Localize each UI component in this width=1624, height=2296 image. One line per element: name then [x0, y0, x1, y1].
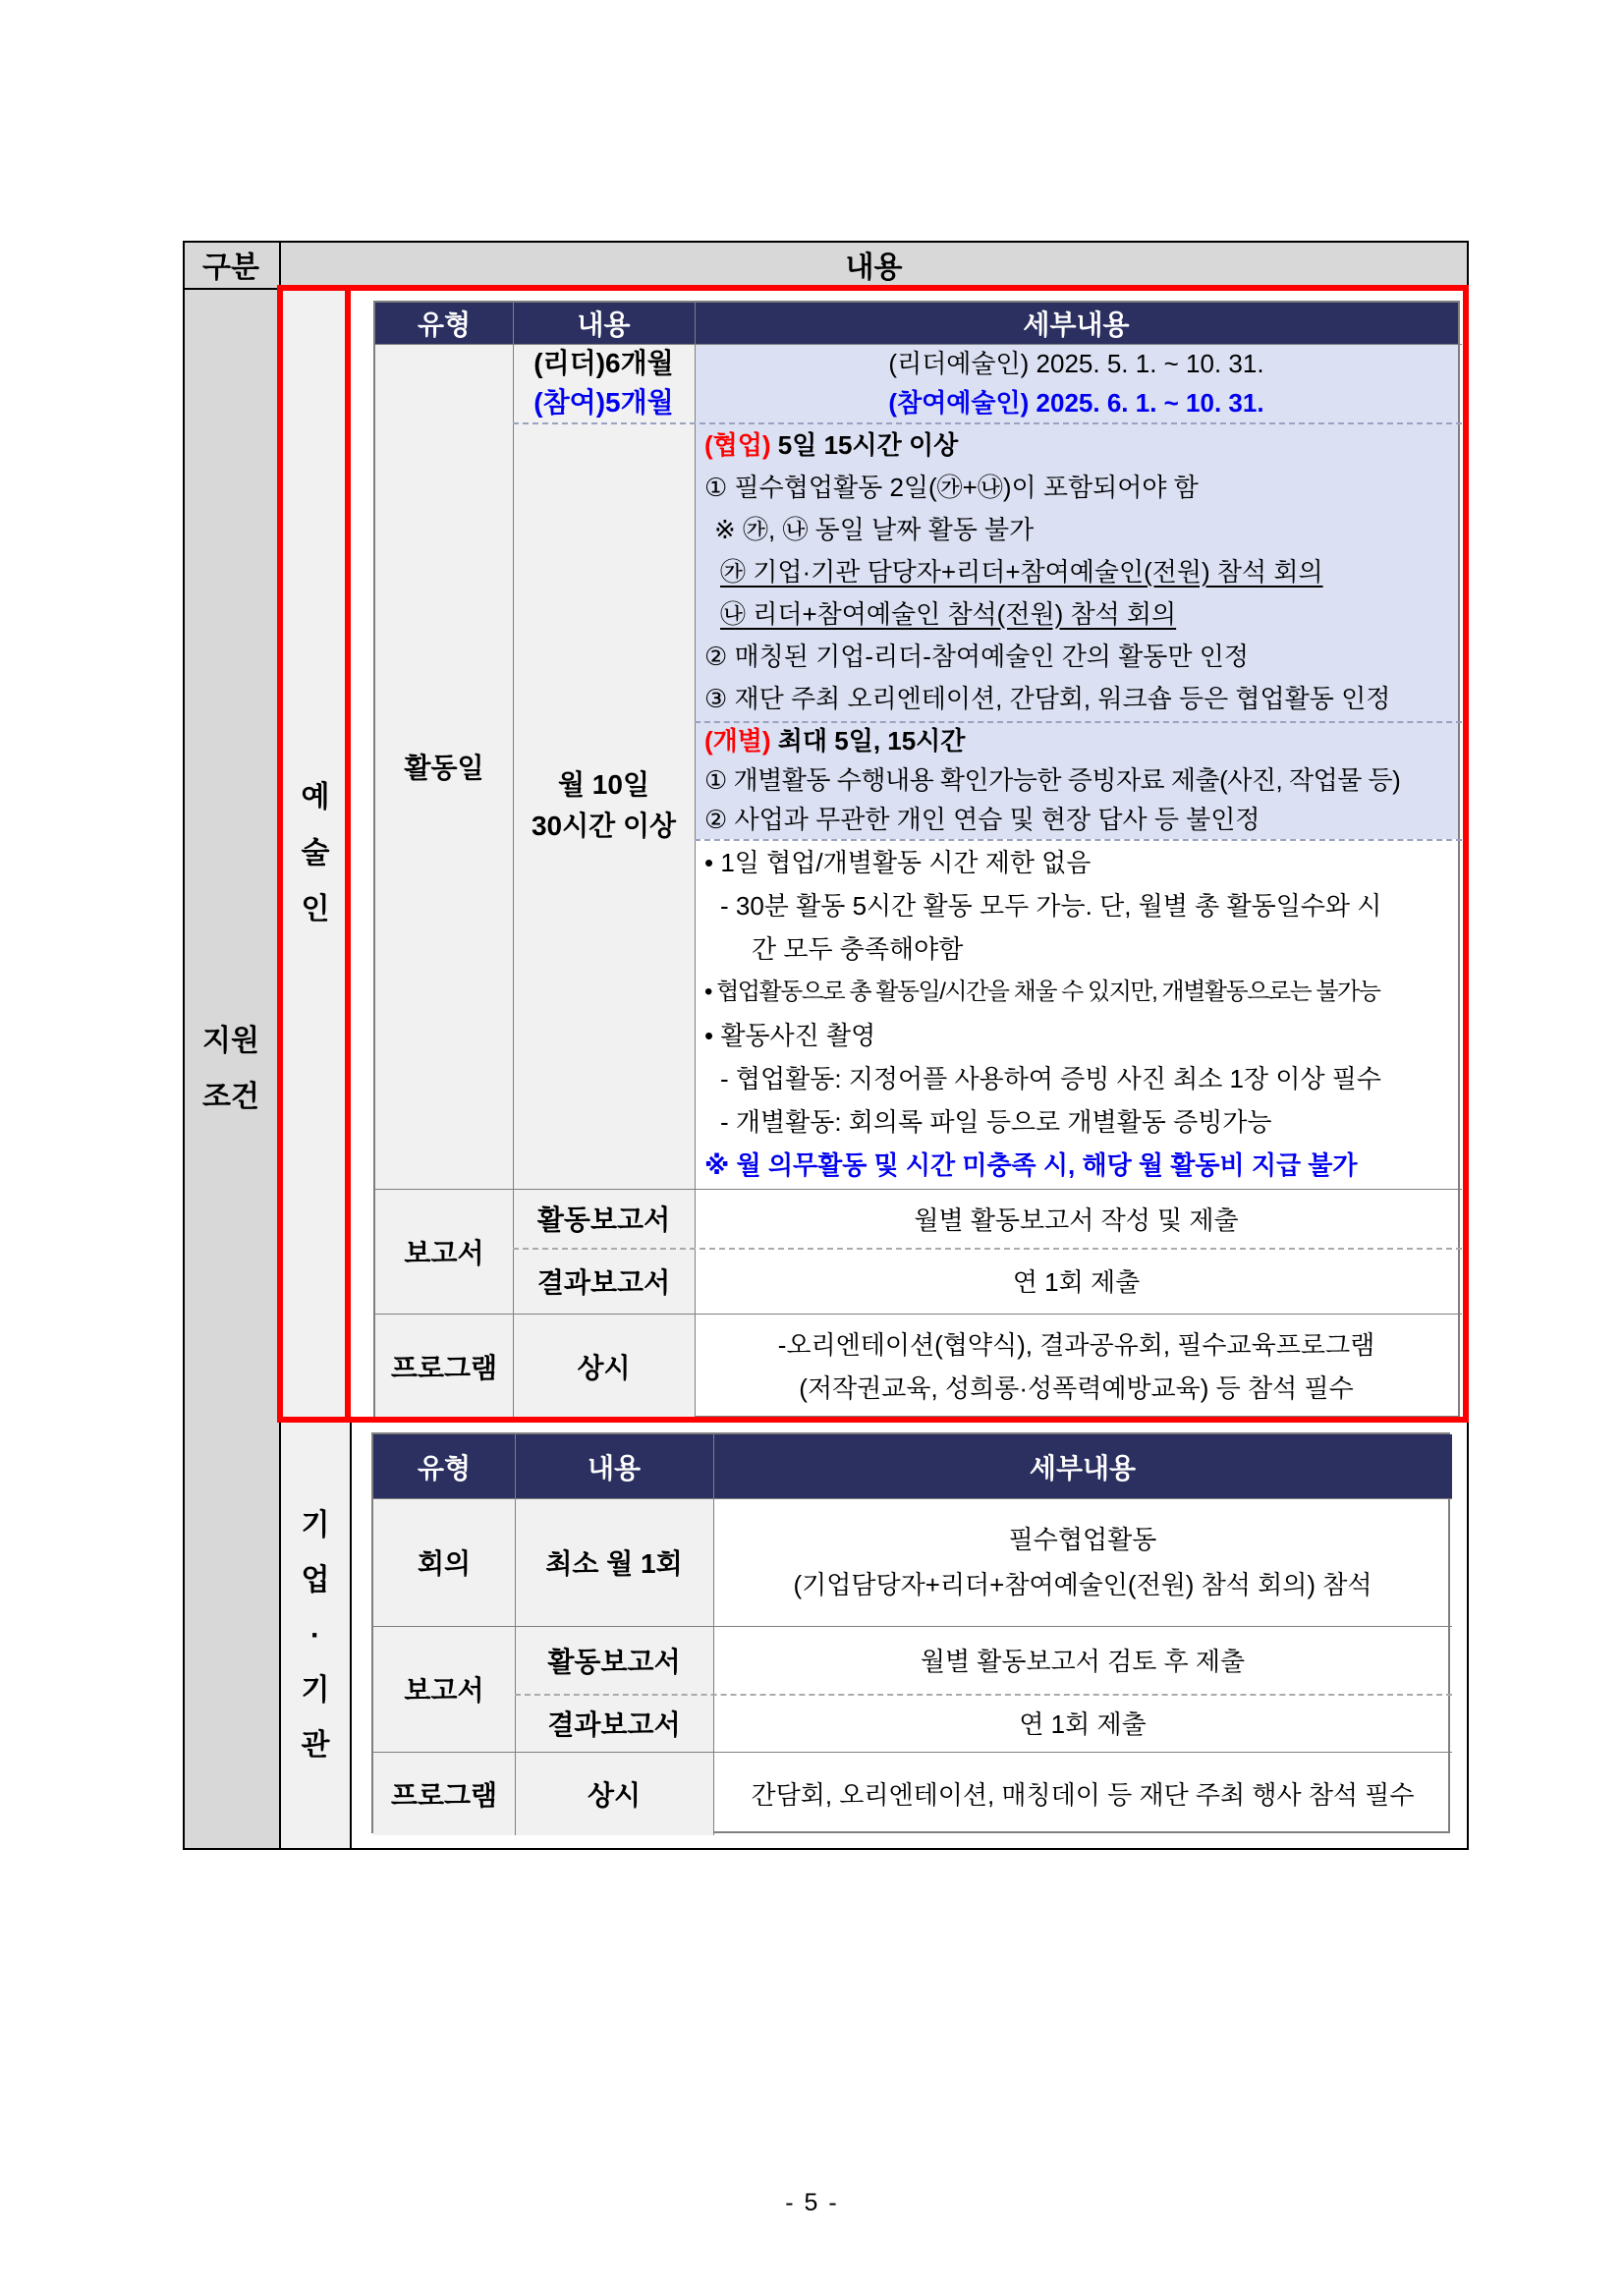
- t2-always-label: 상시: [587, 1779, 642, 1811]
- org-detail-table: [371, 1432, 1450, 1833]
- t1-monthly-line2: 30시간 이상: [531, 811, 677, 841]
- t2-meeting-line1: 필수협업활동: [1008, 1525, 1157, 1554]
- t1-note-line-6: - 협업활동: 지정어플 사용하여 증빙 사진 최소 1장 이상 필수: [720, 1064, 1382, 1093]
- t1-note-line-5: • 활동사진 촬영: [704, 1021, 876, 1050]
- t1-indiv-title: 최대 5일, 15시간: [770, 726, 966, 756]
- t1-program-line1: -오리엔테이션(협약식), 결과공유회, 필수교육프로그램: [777, 1330, 1375, 1360]
- t1-indiv-line-2: ② 사업과 무관한 개인 연습 및 현장 답사 등 불인정: [704, 805, 1260, 834]
- support-label-line2: 조건: [202, 1081, 259, 1113]
- t2-type-meeting: 회의: [417, 1548, 472, 1579]
- t1-indiv-tag: (개별): [704, 726, 771, 756]
- t2-min-monthly: 최소 월 1회: [545, 1548, 683, 1579]
- t1-participant-months: (참여)5개월: [533, 387, 674, 418]
- t1-type-report: 보고서: [404, 1237, 484, 1268]
- t1-monthly-line1: 월 10일: [557, 769, 650, 800]
- highlight-annotation-divider: [345, 285, 351, 1423]
- t1-note-warning: ※ 월 의무활동 및 시간 미충족 시, 해당 월 활동비 지급 불가: [704, 1150, 1358, 1180]
- outer-header-naeyong: 내용: [279, 241, 1469, 288]
- t1-result-report-label: 결과보고서: [536, 1266, 671, 1298]
- t1-note-line-1: • 1일 협업/개별활동 시간 제한 없음: [704, 848, 1092, 877]
- t2-type-report: 보고서: [404, 1675, 484, 1706]
- org-char-4: 기: [301, 1673, 330, 1707]
- t2-header-content: 내용: [515, 1434, 713, 1498]
- org-char-5: 관: [301, 1728, 330, 1762]
- t1-collab-line-4: ㉯ 리더+참여예술인 참석(전원) 참석 회의: [720, 598, 1177, 629]
- org-char-2: 업: [301, 1563, 330, 1596]
- t1-collab-line-5: ② 매칭된 기업-리더-참여예술인 간의 활동만 인정: [704, 641, 1249, 671]
- t1-note-line-7: - 개별활동: 회의록 파일 등으로 개별활동 증빙가능: [720, 1107, 1272, 1137]
- t2-type-program: 프로그램: [390, 1779, 498, 1811]
- t1-collab-tag: (협업): [704, 429, 771, 460]
- t1-collab-line-2: ※ ㉮, ㉯ 동일 날짜 활동 불가: [714, 514, 1035, 544]
- highlight-annotation-box: [277, 285, 1469, 1423]
- artist-char-1: 예: [301, 780, 330, 813]
- org-char-1: 기: [301, 1508, 330, 1541]
- t1-activity-report-label: 활동보고서: [536, 1204, 671, 1235]
- t1-leader-period: (리더예술인) 2025. 5. 1. ~ 10. 31.: [888, 349, 1264, 378]
- t1-indiv-line-1: ① 개별활동 수행내용 확인가능한 증빙자료 제출(사진, 작업물 등): [704, 765, 1401, 795]
- t1-collab-title: 5일 15시간 이상: [770, 429, 959, 460]
- t2-hline-program: [373, 1752, 1452, 1753]
- t1-annual-report-detail: 연 1회 제출: [1012, 1267, 1141, 1297]
- t1-monthly-report-detail: 월별 활동보고서 작성 및 제출: [914, 1204, 1239, 1235]
- t2-vline-2: [713, 1434, 714, 1835]
- t2-hline-meeting: [373, 1626, 1452, 1627]
- t1-collab-line-3: ㉮ 기업·기관 담당자+리더+참여예술인(전원) 참석 회의: [720, 556, 1323, 587]
- t1-leader-months: (리더)6개월: [533, 348, 674, 378]
- artist-char-2: 술: [301, 836, 330, 869]
- t1-type-activity-day: 활동일: [404, 753, 484, 783]
- t1-header-detail: 세부내용: [695, 303, 1458, 344]
- outer-header-gubun: 구분: [183, 241, 279, 288]
- t2-result-report-label: 결과보고서: [547, 1708, 681, 1740]
- t2-meeting-line2: (기업담당자+리더+참여예술인(전원) 참석 회의) 참석: [793, 1570, 1372, 1599]
- page-number: - 5 -: [785, 2189, 839, 2216]
- t2-header-detail: 세부내용: [713, 1434, 1452, 1498]
- t2-dash-reports: [515, 1694, 1452, 1696]
- t1-always-label: 상시: [577, 1353, 631, 1383]
- t2-activity-report-label: 활동보고서: [547, 1646, 681, 1677]
- t2-program-detail: 간담회, 오리엔테이션, 매칭데이 등 재단 주최 행사 참석 필수: [751, 1780, 1415, 1810]
- t2-monthly-report-detail: 월별 활동보고서 검토 후 제출: [920, 1647, 1246, 1676]
- org-label-right-border: [350, 1423, 352, 1850]
- t2-hline-header: [373, 1498, 1452, 1499]
- t2-meeting-detail: [713, 1498, 1452, 1626]
- support-label-line1: 지원: [202, 1025, 259, 1057]
- t1-note-line-2: - 30분 활동 5시간 활동 모두 가능. 단, 월별 총 활동일수와 시: [720, 891, 1382, 921]
- t1-collab-line-6: ③ 재단 주최 오리엔테이션, 간담회, 워크숍 등은 협업활동 인정: [704, 683, 1391, 713]
- t1-collab-line-1: ① 필수협업활동 2일(㉮+㉯)이 포함되어야 함: [704, 472, 1199, 502]
- artist-char-3: 인: [301, 892, 330, 925]
- t2-vline-1: [515, 1434, 516, 1835]
- t1-participant-period: (참여예술인) 2025. 6. 1. ~ 10. 31.: [888, 388, 1264, 418]
- t1-program-line2: (저작권교육, 성희롱·성폭력예방교육) 등 참석 필수: [799, 1373, 1354, 1403]
- t1-note-line-3: 간 모두 충족해야함: [752, 934, 964, 964]
- t1-header-content: 내용: [513, 303, 695, 344]
- t1-header-type: 유형: [375, 303, 513, 344]
- t2-annual-report-detail: 연 1회 제출: [1019, 1709, 1147, 1739]
- t1-type-program: 프로그램: [390, 1353, 498, 1383]
- org-char-3: ·: [310, 1618, 320, 1652]
- t2-header-type: 유형: [373, 1434, 515, 1498]
- t1-note-line-4: • 협업활동으로 총 활동일/시간을 채울 수 있지만, 개별활동으로는 불가능: [704, 979, 1380, 1005]
